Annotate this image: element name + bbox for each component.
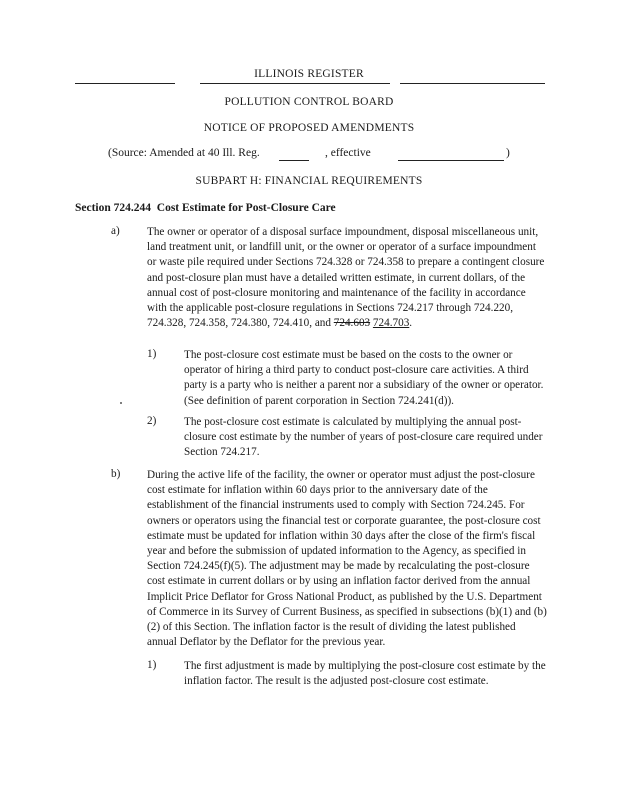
source-reg-blank xyxy=(279,160,309,161)
deleted-reference: 724.603 xyxy=(333,317,371,330)
source-effective: , effective xyxy=(325,147,371,159)
para-b1-label: 1) xyxy=(147,659,157,671)
para-b1: The first adjustment is made by multiplying the post-closure cost estimate by the inflation factor. The result is the adjusted post-closure cost estimate. xyxy=(184,660,546,688)
para-a-end: . xyxy=(409,317,413,330)
header-rule-mid xyxy=(200,83,390,84)
board-title: POLLUTION CONTROL BOARD xyxy=(224,96,394,108)
para-a xyxy=(147,225,547,331)
header-rule-left xyxy=(75,83,175,84)
source-date-blank xyxy=(398,160,504,161)
margin-mark xyxy=(120,402,122,404)
para-b: During the active life of the facility, the owner or operator must adjust the post-closure cost estimate for inflation within 60 days prior to the anniversary date of the establishment of the financial instruments used to comply with Section 724.245. For owners or operators using the financial test or corporate guarantee, the post-closure cost estimate must be updated for inflation within 30 days after the close of the firm's fiscal year and before the submission of updated information to the Agency, as specified in Section 724.245(f)(5). The adjustment may be made by recalculating the post-closure cost estimate in current dollars or by using an inflation factor derived from the annual Implicit Price Deflator for Gross National Product, as published by the U.S. Department of Commerce in its Survey of Current Business, as specified in subsections (b)(1) and (b)(2) of this Section. The inflation factor is the result of dividing the latest published annual Deflator by the Deflator for the previous year. xyxy=(147,469,547,649)
para-a2: The post-closure cost estimate is calculated by multiplying the annual post-closure cost estimate by the number of years of post-closure care required under Section 724.217. xyxy=(184,416,543,459)
source-close: ) xyxy=(506,147,510,159)
para-a1-label: 1) xyxy=(147,348,157,360)
para-a-text: The owner or operator of a disposal surface impoundment, disposal miscellaneous unit, land treatment unit, or landfill unit, or the owner or operator of a surface impoundment or waste pile required under Sections 724.328 or 724.358 to prepare a contingent closure and post-closure plan must have a detailed written estimate, in current dollars, of the annual cost of post-closure monitoring and maintenance of the facility in accordance with the applicable post-closure regulations in Sections 724.217 through 724.220, 724.328, 724.358, 724.380, 724.410, and xyxy=(147,226,545,330)
inserted-reference: 724.703 xyxy=(372,317,410,330)
subpart-heading: SUBPART H: FINANCIAL REQUIREMENTS xyxy=(195,175,423,187)
notice-title: NOTICE OF PROPOSED AMENDMENTS xyxy=(203,122,415,134)
para-b-label: b) xyxy=(111,468,121,480)
source-line xyxy=(108,147,260,159)
para-a2-label: 2) xyxy=(147,415,157,427)
section-title: Cost Estimate for Post-Closure Care xyxy=(156,202,336,214)
section-number: Section 724.244 xyxy=(75,202,152,214)
source-prefix: (Source: Amended at 40 Ill. Reg. xyxy=(108,147,260,159)
para-a1: The post-closure cost estimate must be based on the costs to the owner or operator of hiring a third party to conduct post-closure care activities. A third party is a party who is neither a parent nor a subsidiary of the owner or operator. (See definition of parent corporation in Section 724.241(d)). xyxy=(184,349,544,407)
header-rule-right xyxy=(400,83,545,84)
para-a-label: a) xyxy=(111,225,120,237)
section-heading xyxy=(75,202,336,214)
register-title: ILLINOIS REGISTER xyxy=(254,68,364,80)
